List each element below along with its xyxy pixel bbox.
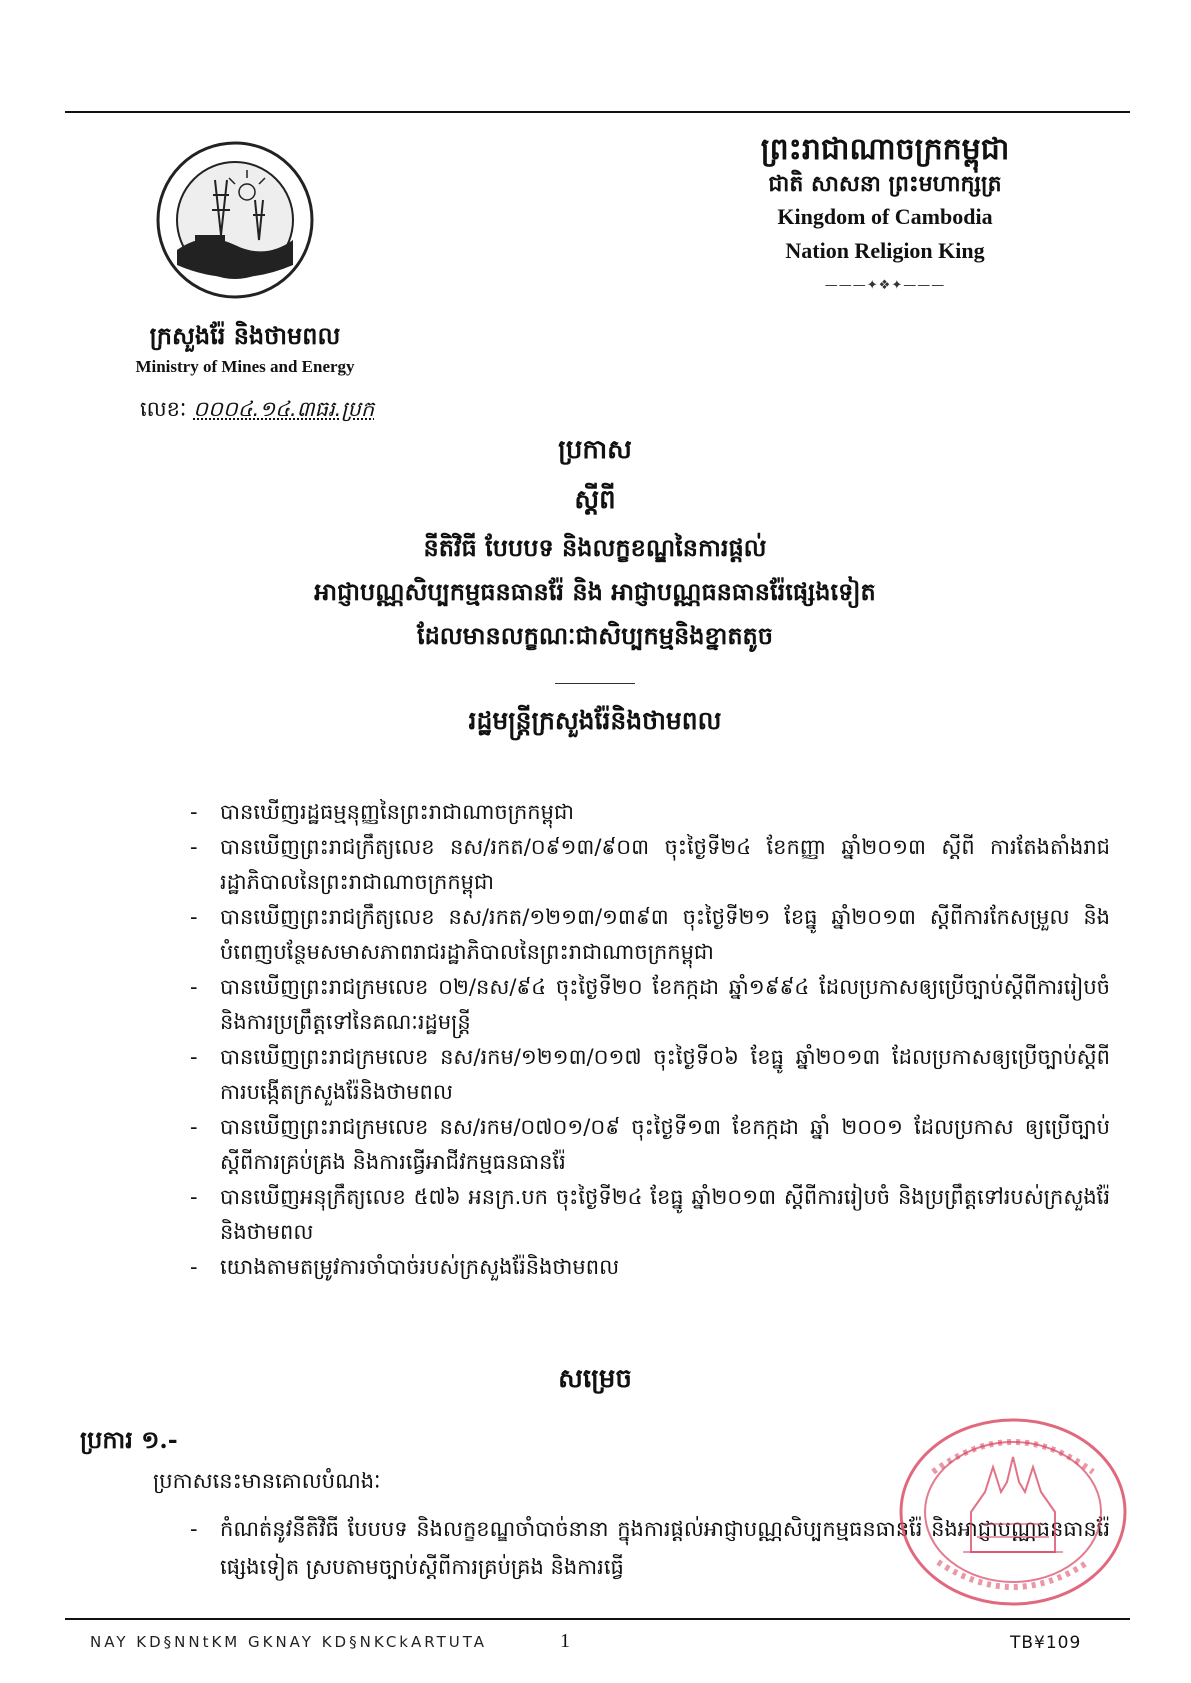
title-divider	[555, 683, 635, 684]
page-number: 1	[560, 1630, 570, 1652]
reference-value: ០០០៤.១៤.៣ធរ.ប្រក	[193, 397, 375, 421]
article-1-heading: ប្រការ ១.-	[80, 1425, 178, 1454]
reference-number	[140, 396, 374, 427]
document-type: ប្រកាស	[558, 435, 632, 465]
consideration-item: - បានឃើញព្រះរាជក្រមលេខ នស/រកម/១២១៣/០១៧ ចុះថ្ងៃទី០៦ ខែធ្នូ ឆ្នាំ២០១៣ ដែលប្រកាសឲ្យប្រើច្បាប់ស្តីពីការបង្កើតក្រសួងរ៉ែនិងថាមពល	[190, 1040, 1110, 1110]
motto-en: Nation Religion King	[785, 238, 985, 263]
kingdom-en: Kingdom of Cambodia	[777, 204, 993, 229]
considerations-list	[190, 795, 1110, 1285]
header-ornament: ———✦❖✦———	[824, 278, 946, 293]
official-seal-stamp	[893, 1412, 1133, 1612]
consideration-item: - បានឃើញព្រះរាជក្រឹត្យលេខ នស/រកត/១២១៣/១៣៩៣ ចុះថ្ងៃទី២១ ខែធ្នូ ឆ្នាំ២០១៣ ស្តីពីការកែសម្រួល និងបំពេញបន្ថែមសមាសភាពរាជរដ្ឋាភិបាលនៃព្រះរាជាណាចក្រកម្ពុជា	[190, 900, 1110, 970]
ministry-name-en: Ministry of Mines and Energy	[135, 357, 355, 376]
decision-heading: សម្រេច	[558, 1364, 632, 1394]
ministry-logo-emblem	[155, 140, 315, 300]
minister-title: រដ្ឋមន្ត្រីក្រសួងរ៉ែនិងថាមពល	[468, 706, 722, 735]
kingdom-header	[700, 132, 1070, 293]
subject-line-2: អាជ្ញាបណ្ណសិប្បកម្មធនធានរ៉ែ និង អាជ្ញាបណ្ណធនធានរ៉ែផ្សេងទៀត	[314, 577, 876, 606]
consideration-item: - បានឃើញព្រះរាជក្រឹត្យលេខ នស/រកត/០៩១៣/៩០៣ ចុះថ្ងៃទី២៤ ខែកញ្ញា ឆ្នាំ២០១៣ ស្តីពី ការតែងតាំងរាជរដ្ឋាភិបាលនៃព្រះរាជាណាចក្រកម្ពុជា	[190, 830, 1110, 900]
bottom-rule	[65, 1618, 1130, 1620]
title-about: ស្តីពី	[574, 485, 616, 515]
article-1-intro: ប្រកាសនេះមានគោលបំណងៈ	[153, 1469, 381, 1493]
top-rule	[65, 111, 1130, 113]
article-1-item: - កំណត់នូវនីតិវិធី បែបបទ និងលក្ខខណ្ឌចាំបាច់នានា ក្នុងការផ្តល់អាជ្ញាបណ្ណសិប្បកម្មធនធានរ៉ែ និងអាជ្ញាបណ្ណធនធានរ៉ែផ្សេងទៀត ស្របតាមច្បាប់ស្តីពីការគ្រប់គ្រង និងការធ្វើ	[190, 1510, 1110, 1586]
footer-left-text: NAY KD§NNtKM GKNAY KD§NKCkARTUTA	[90, 1633, 487, 1651]
document-subject	[170, 526, 1020, 658]
consideration-item: - យោងតាមតម្រូវការចាំបាច់របស់ក្រសួងរ៉ែនិងថាមពល	[190, 1250, 1110, 1285]
ministry-name-kh: ក្រសួងរ៉ែ និងថាមពល	[149, 321, 341, 350]
motto-kh: ជាតិ សាសនា ព្រះមហាក្សត្រ	[768, 171, 1002, 197]
reference-label: លេខៈ	[140, 397, 187, 421]
subject-line-1: នីតិវិធី បែបបទ និងលក្ខខណ្ឌនៃការផ្តល់	[423, 533, 767, 562]
consideration-item: - បានឃើញរដ្ឋធម្មនុញ្ញនៃព្រះរាជាណាចក្រកម្ពុជា	[190, 795, 1110, 830]
consideration-item: - បានឃើញអនុក្រឹត្យលេខ ៥៧៦ អនក្រ.បក ចុះថ្ងៃទី២៤ ខែធ្នូ ឆ្នាំ២០១៣ ស្តីពីការរៀបចំ និងប្រព្រឹត្តទៅរបស់ក្រសួងរ៉ែនិងថាមពល	[190, 1180, 1110, 1250]
ministry-name-block	[105, 318, 385, 380]
kingdom-kh: ព្រះរាជាណាចក្រកម្ពុជា	[760, 132, 1010, 167]
consideration-item: - បានឃើញព្រះរាជក្រមលេខ នស/រកម/០៧០១/០៩ ចុះថ្ងៃទី១៣ ខែកក្កដា ឆ្នាំ ២០០១ ដែលប្រកាស ឲ្យប្រើច្បាប់ស្តីពីការគ្រប់គ្រង និងការធ្វើអាជីវកម្មធនធានរ៉ែ	[190, 1110, 1110, 1180]
footer-right-text: TB¥109	[1010, 1633, 1082, 1653]
subject-line-3: ដែលមានលក្ខណៈជាសិប្បកម្មនិងខ្នាតតូច	[416, 621, 774, 650]
consideration-item: - បានឃើញព្រះរាជក្រមលេខ ០២/នស/៩៤ ចុះថ្ងៃទី២០ ខែកក្កដា ឆ្នាំ១៩៩៤ ដែលប្រកាសឲ្យប្រើច្បាប់ស្តីពីការរៀបចំនិងការប្រព្រឹត្តទៅនៃគណៈរដ្ឋមន្ត្រី	[190, 970, 1110, 1040]
